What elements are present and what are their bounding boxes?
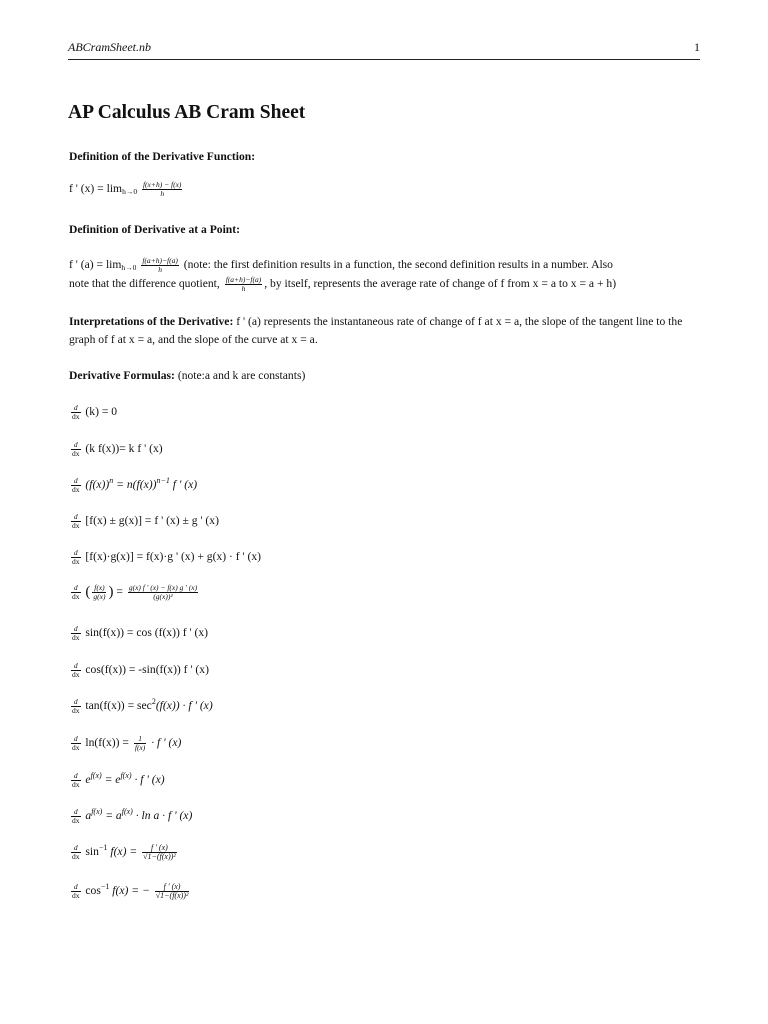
formula-quotient-rule [69, 583, 200, 601]
result-fraction: $\frac{f ' (x)}{\text{√1−(f(x))²}}$ [143, 842, 176, 861]
formula-product-rule [69, 548, 261, 566]
fraction-numerator: f(x+h) − f(x) [142, 179, 182, 189]
note-text: , by itself, represents the average rate of change of f from x = a to x = a + h) [264, 277, 617, 290]
equals: = [113, 585, 126, 598]
formula-tangent [69, 697, 213, 715]
formula-part: = n(f(x)) [113, 478, 157, 491]
limit-subscript: h→0 [121, 263, 137, 272]
formula-def-function [69, 180, 184, 198]
exponent: f(x) [120, 771, 132, 780]
note-text: note that the difference quotient, [69, 277, 220, 290]
d-dx-operator: $\frac{d}{dx}$ [72, 582, 80, 601]
exponent: n [109, 476, 114, 485]
heading-interpretations: Interpretations of the Derivative: [69, 315, 234, 328]
fraction-denominator: h [241, 283, 246, 293]
formula-def-point [69, 256, 613, 274]
heading-def-point: Definition of Derivative at a Point: [69, 223, 240, 236]
formula-part: a [85, 809, 92, 822]
formula-part: · ln a · f ' (x) [132, 809, 193, 822]
d-dx-operator: $\frac{d}{dx}$ [72, 770, 80, 789]
formula-cosine [69, 661, 209, 679]
d-dx-operator: $\frac{d}{dx}$ [72, 623, 80, 642]
difference-quotient [142, 181, 182, 198]
result-fraction: $\frac{f ' (x)}{\text{√1−(f(x))²}}$ [155, 881, 189, 900]
formula-exponential-a [69, 807, 192, 825]
close-paren: ) [108, 584, 114, 600]
d-dx-operator: $\frac{d}{dx}$ [72, 660, 80, 679]
formula-body: (k) = 0 [85, 405, 118, 418]
fraction-denominator: h [158, 264, 162, 274]
formula-sine [69, 624, 208, 642]
exponent: f(x) [90, 771, 102, 780]
formulas-note: (note:a and k are constants) [174, 369, 306, 382]
formula-part: (f(x)) · f ' (x) [155, 699, 213, 712]
page-number: 1 [694, 40, 700, 54]
formula-body: (k f(x))= k f ' (x) [85, 442, 163, 455]
reciprocal-fraction: $\frac{1}{f(x)}$ [134, 733, 146, 752]
d-dx-operator: $\frac{d}{dx}$ [72, 733, 80, 752]
d-dx-operator: $\frac{d}{dx}$ [72, 881, 80, 900]
formula-text: f ' (a) = lim [69, 258, 122, 271]
formula-part: e [85, 773, 91, 786]
d-dx-operator: $\frac{d}{dx}$ [72, 842, 80, 861]
fraction-numerator: f(a+h)−f(a) [225, 274, 262, 284]
page-header [68, 38, 700, 60]
formula-part: (f(x)) [85, 478, 110, 491]
formula-part: sin [85, 845, 99, 858]
formula-constant [69, 403, 117, 421]
formula-arcsine [69, 843, 179, 861]
formula-part: = a [102, 809, 122, 822]
formula-part: = e [101, 773, 121, 786]
notebook-filename: ABCramSheet.nb [68, 40, 151, 54]
exponent: n−1 [156, 476, 170, 485]
formula-power-rule [69, 476, 197, 494]
exponent: −1 [100, 882, 110, 891]
d-dx-operator: $\frac{d}{dx}$ [72, 475, 80, 494]
note-line-2 [69, 275, 616, 293]
formula-part: f(x) = [107, 845, 141, 858]
formula-part: tan(f(x)) = sec [85, 699, 152, 712]
heading-def-function: Definition of the Derivative Function: [69, 150, 256, 163]
d-dx-operator: $\frac{d}{dx}$ [72, 696, 80, 715]
formula-arccosine [69, 882, 191, 900]
difference-quotient [141, 257, 179, 274]
d-dx-operator: $\frac{d}{dx}$ [72, 547, 80, 566]
interpretations-text: f ' (a) represents the instantaneous rate of change of f at x = a, the slope of the tangent line to the graph of f at x = a, and the slope of the curve at x = a. [69, 315, 683, 346]
formula-part: cos [85, 884, 101, 897]
exponent: f(x) [91, 807, 103, 816]
fraction-numerator: f(a+h)−f(a) [142, 255, 178, 265]
result-fraction: $\frac{g(x) f ' (x) - f(x) g ' (x)}{\text{(g(x))²}}$ [128, 582, 198, 601]
difference-quotient-inline [225, 276, 263, 293]
formula-part: · f ' (x) [131, 773, 165, 786]
d-dx-operator: $\frac{d}{dx}$ [72, 402, 80, 421]
formula-sum-rule [69, 512, 219, 530]
formula-body: [f(x)·g(x)] = f(x)·g ' (x) + g(x) · f ' (x) [85, 550, 262, 563]
interpretations-paragraph [69, 313, 701, 349]
d-dx-operator: $\frac{d}{dx}$ [72, 439, 80, 458]
formula-text: f ' (x) = lim [69, 182, 123, 195]
formula-part: ln(f(x)) = [85, 736, 132, 749]
open-paren: ( [85, 584, 91, 600]
formula-part: · f ' (x) [148, 736, 182, 749]
d-dx-operator: $\frac{d}{dx}$ [72, 511, 80, 530]
formula-part: f ' (x) [169, 478, 198, 491]
formula-body: [f(x) ± g(x)] = f ' (x) ± g ' (x) [85, 514, 219, 527]
d-dx-operator: $\frac{d}{dx}$ [72, 806, 80, 825]
note-line-1: (note: the first definition results in a function, the second definition results in a number. Also [183, 258, 613, 271]
formula-body: sin(f(x)) = cos (f(x)) f ' (x) [85, 626, 208, 639]
formula-exponential-e [69, 771, 165, 789]
exponent: f(x) [121, 807, 133, 816]
inner-fraction: $\frac{f(x)}{g(x)}$ [93, 582, 106, 601]
page-title: AP Calculus AB Cram Sheet [68, 102, 306, 123]
fraction-denominator: h [160, 188, 165, 198]
formula-part: f(x) = − [109, 884, 153, 897]
formula-constant-multiple [69, 440, 163, 458]
formulas-heading-line [69, 367, 305, 384]
formula-natural-log [69, 734, 181, 752]
limit-subscript: h→0 [122, 187, 138, 196]
exponent: 2 [151, 697, 156, 706]
heading-formulas: Derivative Formulas: [69, 369, 175, 382]
exponent: −1 [98, 843, 108, 852]
formula-body: cos(f(x)) = -sin(f(x)) f ' (x) [85, 663, 209, 676]
